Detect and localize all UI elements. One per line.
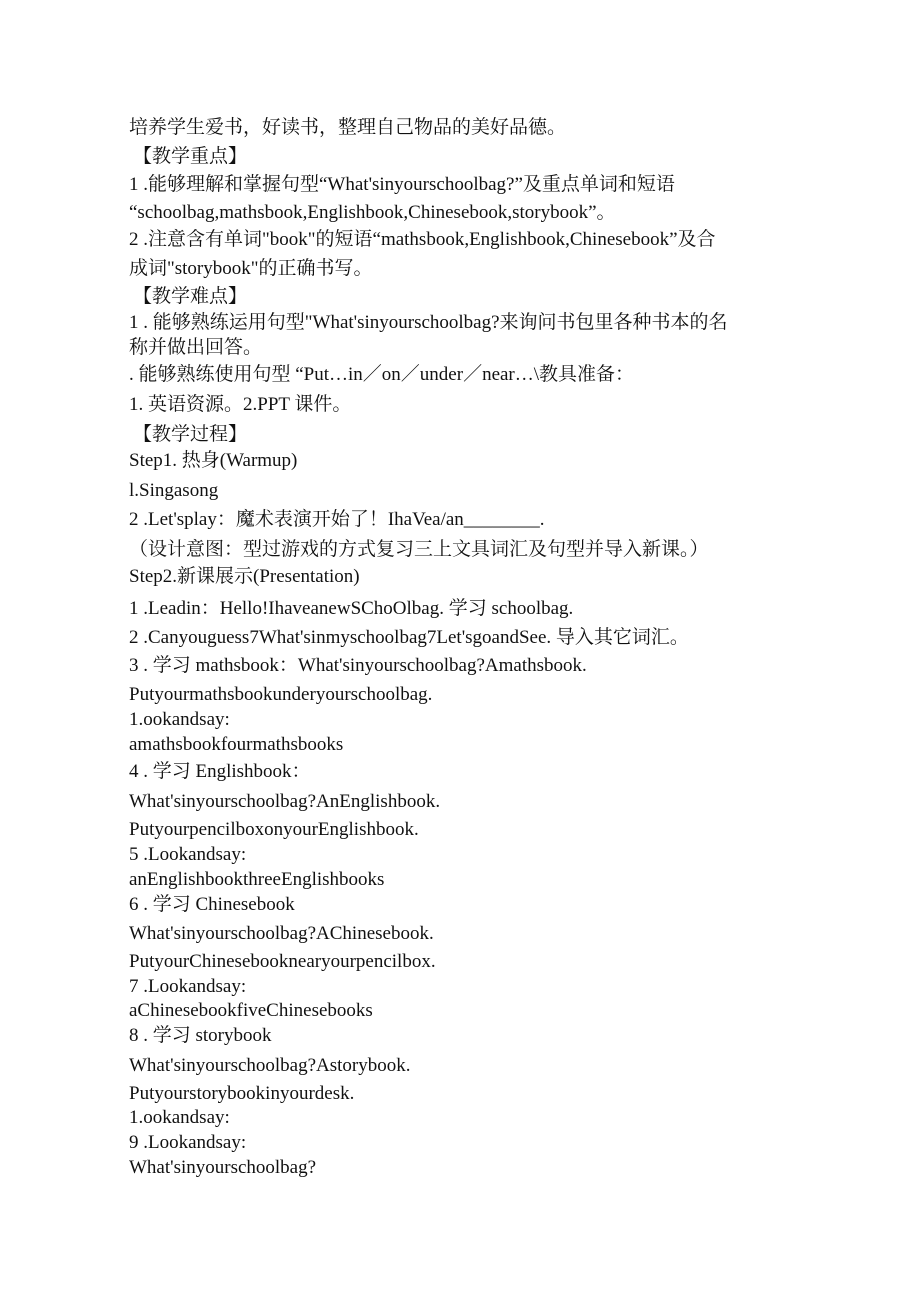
text-line: What'sinyourschoolbag?AChinesebook. — [129, 923, 434, 944]
text-line: “schoolbag,mathsbook,Englishbook,Chinesebook,storybook”。 — [129, 202, 616, 223]
text-line: 成词"storybook"的正确书写。 — [129, 258, 373, 279]
text-line: Putyourstorybookinyourdesk. — [129, 1083, 355, 1104]
section-heading: 【教学难点】 — [133, 286, 248, 307]
text-line: Step1. 热身(Warmup) — [129, 450, 298, 471]
text-line: . 能够熟练使用句型 “Put…in／on／under／near…\教具准备： — [129, 364, 635, 385]
section-heading: 【教学过程】 — [133, 424, 248, 445]
text-line: 8 . 学习 storybook — [129, 1025, 272, 1046]
text-line: What'sinyourschoolbag?AnEnglishbook. — [129, 791, 441, 812]
text-line: 7 .Lookandsay: — [129, 976, 247, 997]
text-line: 9 .Lookandsay: — [129, 1132, 247, 1153]
text-line: 5 .Lookandsay: — [129, 844, 247, 865]
text-line: （设计意图：型过游戏的方式复习三上文具词汇及句型并导入新课。） — [129, 539, 709, 560]
text-line: What'sinyourschoolbag? — [129, 1157, 317, 1178]
text-line: PutyourChinesebooknearyourpencilbox. — [129, 951, 436, 972]
text-line: Putyourmathsbookunderyourschoolbag. — [129, 684, 433, 705]
text-line: aChinesebookfiveChinesebooks — [129, 1000, 373, 1021]
text-line: Step2.新课展示(Presentation) — [129, 566, 360, 587]
text-line: 1.ookandsay: — [129, 709, 230, 730]
text-line: What'sinyourschoolbag?Astorybook. — [129, 1055, 411, 1076]
text-line: 2 .注意含有单词"book"的短语“mathsbook,Englishbook,Chinesebook”及合 — [129, 229, 716, 250]
text-line: 1 .能够理解和掌握句型“What'sinyourschoolbag?”及重点单词和短语 — [129, 174, 675, 195]
text-line: 3 . 学习 mathsbook：What'sinyourschoolbag?Amathsbook. — [129, 655, 587, 676]
text-line: 6 . 学习 Chinesebook — [129, 894, 295, 915]
text-line: l.Singasong — [129, 480, 219, 501]
text-line: 1.ookandsay: — [129, 1107, 230, 1128]
text-line: 4 . 学习 Englishbook： — [129, 761, 311, 782]
text-line: 2 .Let'splay：魔术表演开始了！IhaVea/an________. — [129, 509, 545, 530]
text-line: 1 . 能够熟练运用句型"What'sinyourschoolbag?来询问书包里各种书本的名 — [129, 312, 728, 333]
text-line: 培养学生爱书，好读书，整理自己物品的美好品德。 — [129, 117, 567, 138]
text-line: 1 .Leadin：Hello!IhaveanewSChoOlbag. 学习 schoolbag. — [129, 598, 574, 619]
text-line: amathsbookfourmathsbooks — [129, 734, 344, 755]
text-line: anEnglishbookthreeEnglishbooks — [129, 869, 385, 890]
text-line: PutyourpencilboxonyourEnglishbook. — [129, 819, 419, 840]
text-line: 2 .Canyouguess7What'sinmyschoolbag7Let'sgoandSee. 导入其它词汇。 — [129, 627, 689, 648]
text-line: 称并做出回答。 — [129, 337, 263, 358]
section-heading: 【教学重点】 — [133, 146, 248, 167]
text-line: 1. 英语资源。2.PPT 课件。 — [129, 394, 352, 415]
